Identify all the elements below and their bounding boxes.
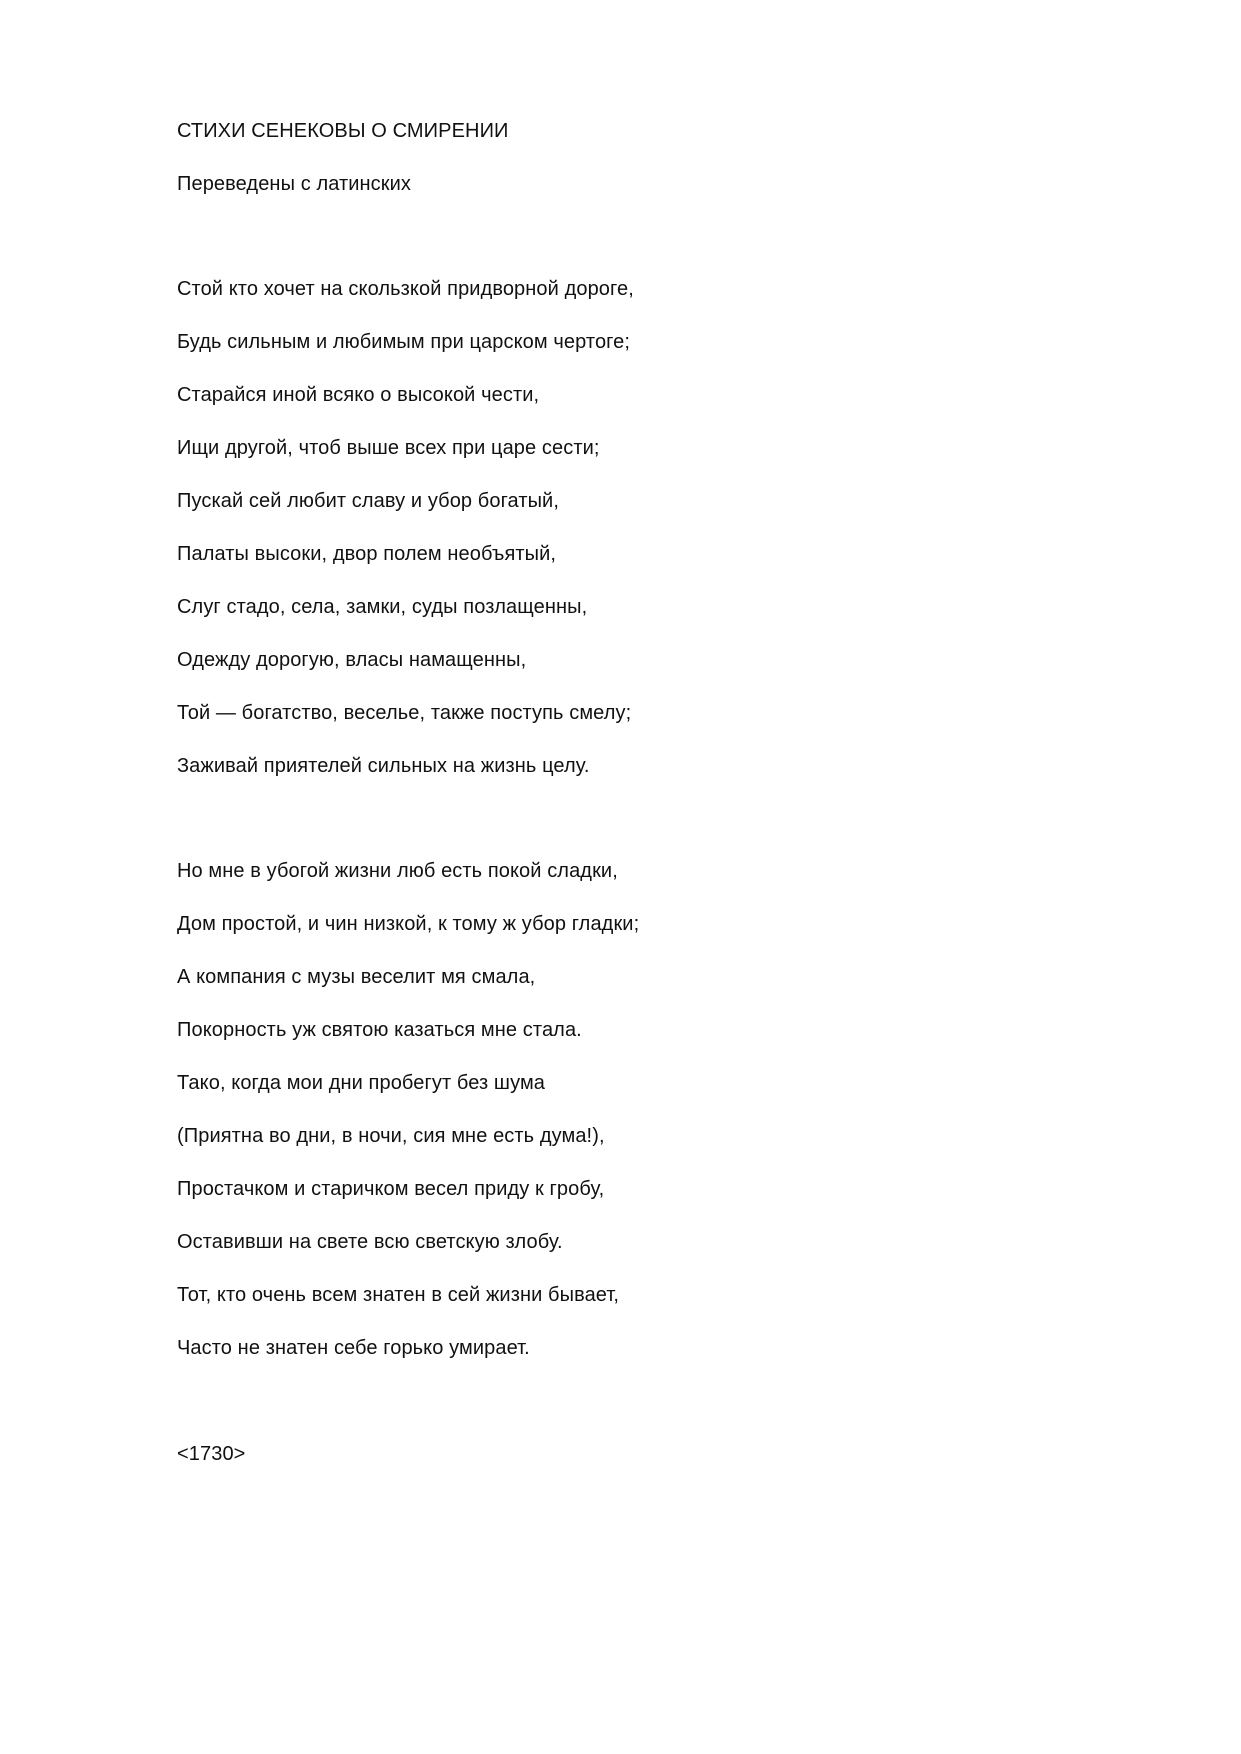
verse-line: Одежду дорогую, власы намащенны, xyxy=(177,649,527,671)
verse-line: Ищи другой, чтоб выше всех при царе сести; xyxy=(177,437,600,459)
verse-line: А компания с музы веселит мя смала, xyxy=(177,966,536,988)
verse-line: Пускай сей любит славу и убор богатый, xyxy=(177,490,559,512)
verse-line: Покорность уж святою казаться мне стала. xyxy=(177,1019,582,1041)
verse-line: Дом простой, и чин низкой, к тому ж убор гладки; xyxy=(177,913,640,935)
verse-line: Оставивши на свете всю светскую злобу. xyxy=(177,1231,563,1253)
verse-line: (Приятна во дни, в ночи, сия мне есть дума!), xyxy=(177,1125,605,1147)
poem-title: СТИХИ СЕНЕКОВЫ О СМИРЕНИИ xyxy=(177,120,509,142)
verse-line: Стой кто хочет на скользкой придворной дороге, xyxy=(177,278,634,300)
verse-line: Слуг стадо, села, замки, суды позлащенны, xyxy=(177,596,588,618)
poem-subtitle: Переведены с латинских xyxy=(177,173,412,195)
verse-line: Старайся иной всяко о высокой чести, xyxy=(177,384,540,406)
verse-line: Заживай приятелей сильных на жизнь целу. xyxy=(177,755,590,777)
verse-line: Часто не знатен себе горько умирает. xyxy=(177,1337,530,1359)
verse-line: Тот, кто очень всем знатен в сей жизни бывает, xyxy=(177,1284,620,1306)
verse-line: Той — богатство, веселье, также поступь смелу; xyxy=(177,702,632,724)
verse-line: Будь сильным и любимым при царском чертоге; xyxy=(177,331,631,353)
verse-line: Тако, когда мои дни пробегут без шума xyxy=(177,1072,546,1094)
verse-line: Простачком и старичком весел приду к гробу, xyxy=(177,1178,605,1200)
verse-line: Но мне в убогой жизни люб есть покой сладки, xyxy=(177,860,618,882)
verse-line: Палаты высоки, двор полем необъятый, xyxy=(177,543,557,565)
poem-date: <1730> xyxy=(177,1443,246,1465)
